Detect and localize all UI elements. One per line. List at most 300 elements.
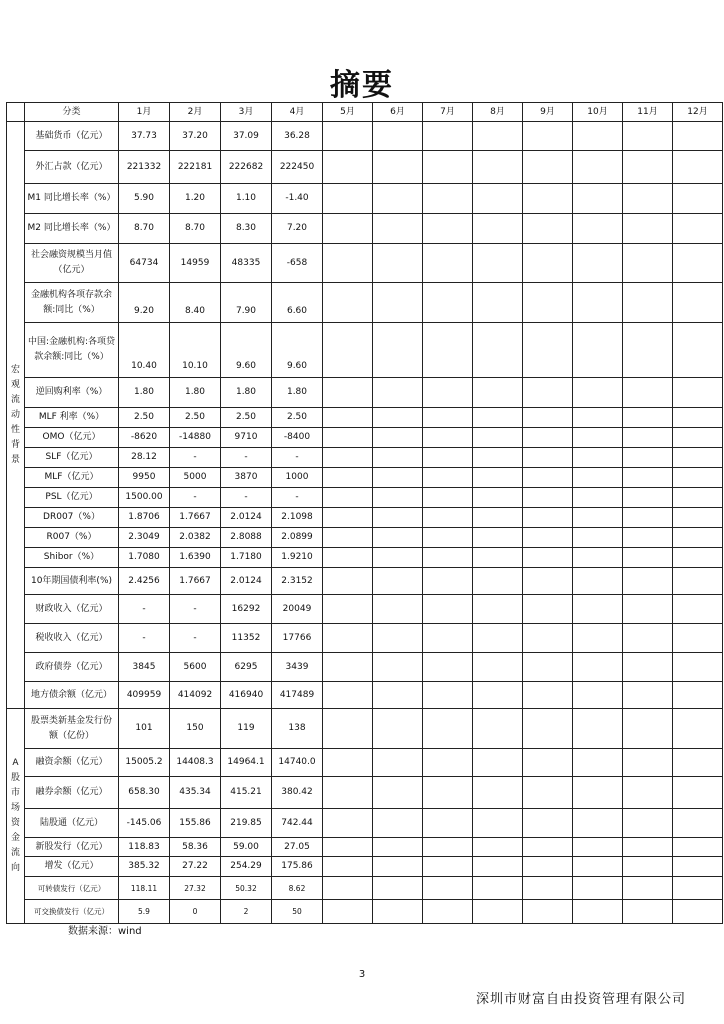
table-cell — [573, 749, 623, 777]
table-cell — [323, 428, 373, 448]
table-cell: 37.73 — [119, 122, 170, 151]
table-cell — [623, 528, 673, 548]
header-month: 6月 — [373, 103, 423, 122]
table-cell — [523, 214, 573, 244]
section-label-char: 股 — [10, 773, 20, 783]
table-row — [7, 244, 723, 283]
table-cell — [673, 488, 723, 508]
table-cell — [623, 749, 673, 777]
table-cell — [323, 624, 373, 653]
table-cell: 1000 — [272, 468, 323, 488]
table-row — [7, 448, 723, 468]
table-cell — [473, 214, 523, 244]
table-cell: -8620 — [119, 428, 170, 448]
table-cell — [623, 468, 673, 488]
table-cell — [523, 548, 573, 568]
table-cell: 175.86 — [272, 857, 323, 877]
section-label-char: 观 — [10, 379, 20, 390]
table-row — [7, 900, 723, 924]
section2-label — [7, 709, 25, 924]
table-row — [7, 428, 723, 448]
header-month: 12月 — [673, 103, 723, 122]
table-cell: 58.36 — [170, 838, 221, 857]
table-cell: 14959 — [170, 244, 221, 283]
table-cell — [373, 877, 423, 900]
table-cell — [573, 122, 623, 151]
table-cell — [623, 448, 673, 468]
table-cell — [373, 595, 423, 624]
section-label-char: 场 — [10, 803, 20, 813]
table-cell — [473, 624, 523, 653]
table-cell — [373, 468, 423, 488]
table-row — [7, 749, 723, 777]
table-cell: 118.11 — [119, 877, 170, 900]
table-cell: 222682 — [221, 151, 272, 184]
table-cell — [523, 122, 573, 151]
table-cell — [373, 151, 423, 184]
table-cell: 1.9210 — [272, 548, 323, 568]
table-cell — [373, 428, 423, 448]
table-cell: 27.22 — [170, 857, 221, 877]
table-cell: - — [119, 595, 170, 624]
table-cell — [423, 857, 473, 877]
header-month: 9月 — [523, 103, 573, 122]
table-cell — [673, 214, 723, 244]
table-row — [7, 408, 723, 428]
table-cell — [373, 378, 423, 408]
table-cell — [673, 749, 723, 777]
table-cell — [673, 508, 723, 528]
row-label: 基础货币（亿元） — [25, 122, 119, 151]
header-month: 5月 — [323, 103, 373, 122]
table-cell — [473, 838, 523, 857]
table-cell — [523, 568, 573, 595]
table-cell — [573, 468, 623, 488]
table-cell — [473, 682, 523, 709]
table-cell: 119 — [221, 709, 272, 749]
table-cell — [373, 653, 423, 682]
table-cell: 101 — [119, 709, 170, 749]
table-cell: 2.4256 — [119, 568, 170, 595]
header-month: 2月 — [170, 103, 221, 122]
table-row — [7, 568, 723, 595]
table-row — [7, 548, 723, 568]
table-cell — [373, 323, 423, 378]
table-cell — [623, 378, 673, 408]
table-cell — [373, 624, 423, 653]
table-cell — [573, 900, 623, 924]
table-cell — [473, 323, 523, 378]
table-cell — [423, 877, 473, 900]
table-cell — [673, 709, 723, 749]
table-cell — [323, 244, 373, 283]
table-row — [7, 653, 723, 682]
data-source-note: 数据来源：wind — [68, 926, 142, 937]
table-cell — [423, 184, 473, 214]
header-month: 7月 — [423, 103, 473, 122]
table-row — [7, 184, 723, 214]
table-cell — [573, 595, 623, 624]
table-cell — [423, 624, 473, 653]
table-cell — [323, 682, 373, 709]
row-label: 融资余额（亿元） — [25, 749, 119, 777]
table-cell: 118.83 — [119, 838, 170, 857]
table-cell — [323, 214, 373, 244]
table-cell — [673, 283, 723, 323]
table-cell — [623, 653, 673, 682]
table-cell — [323, 653, 373, 682]
table-cell — [473, 448, 523, 468]
table-cell — [523, 488, 573, 508]
section-label-char: 流 — [10, 394, 20, 405]
row-label: 政府债券（亿元） — [25, 653, 119, 682]
table-cell — [373, 838, 423, 857]
table-cell — [523, 900, 573, 924]
row-label: 可交换债发行（亿元） — [25, 900, 119, 924]
table-cell: 5000 — [170, 468, 221, 488]
section-label-char: 金 — [10, 833, 20, 843]
table-cell — [323, 151, 373, 184]
table-cell — [423, 777, 473, 809]
row-label: 地方债余额（亿元） — [25, 682, 119, 709]
table-cell: 7.20 — [272, 214, 323, 244]
table-cell — [623, 709, 673, 749]
table-cell — [473, 777, 523, 809]
table-cell: 6295 — [221, 653, 272, 682]
table-cell — [473, 244, 523, 283]
table-cell — [473, 900, 523, 924]
table-cell: -658 — [272, 244, 323, 283]
table-cell: - — [272, 488, 323, 508]
table-cell — [573, 151, 623, 184]
header-month: 8月 — [473, 103, 523, 122]
company-name: 深圳市财富自由投资管理有限公司 — [475, 992, 686, 1007]
table-cell: 150 — [170, 709, 221, 749]
table-cell: 1.7667 — [170, 568, 221, 595]
table-cell — [623, 777, 673, 809]
table-cell — [473, 151, 523, 184]
table-cell: 5600 — [170, 653, 221, 682]
table-cell — [473, 378, 523, 408]
row-label: 税收收入（亿元） — [25, 624, 119, 653]
table-cell: 1.7180 — [221, 548, 272, 568]
table-cell — [573, 653, 623, 682]
table-cell — [623, 428, 673, 448]
table-cell: 16292 — [221, 595, 272, 624]
table-row — [7, 378, 723, 408]
table-cell: 14408.3 — [170, 749, 221, 777]
table-cell: 8.62 — [272, 877, 323, 900]
table-cell: 7.90 — [221, 283, 272, 323]
table-cell — [423, 448, 473, 468]
table-row — [7, 682, 723, 709]
table-cell: 50.32 — [221, 877, 272, 900]
table-cell: 20049 — [272, 595, 323, 624]
table-cell — [423, 595, 473, 624]
table-cell — [573, 184, 623, 214]
table-cell — [673, 877, 723, 900]
table-cell: 14964.1 — [221, 749, 272, 777]
section-label-char: 性 — [10, 424, 20, 435]
table-cell — [523, 448, 573, 468]
table-cell: 1.8706 — [119, 508, 170, 528]
table-cell: 417489 — [272, 682, 323, 709]
table-cell — [323, 378, 373, 408]
table-cell — [623, 624, 673, 653]
table-cell: 435.34 — [170, 777, 221, 809]
table-cell — [573, 428, 623, 448]
table-cell — [373, 448, 423, 468]
table-cell — [673, 408, 723, 428]
table-cell — [623, 508, 673, 528]
header-month: 1月 — [119, 103, 170, 122]
section-label-char: A — [12, 758, 19, 768]
header-month: 4月 — [272, 103, 323, 122]
row-label: 中国:金融机构:各项贷款余额:同比（%） — [25, 323, 119, 378]
table-cell: 9.20 — [119, 283, 170, 323]
header-month: 10月 — [573, 103, 623, 122]
table-cell — [473, 488, 523, 508]
table-cell: 10.10 — [170, 323, 221, 378]
row-label: 股票类新基金发行份额（亿份） — [25, 709, 119, 749]
table-cell — [673, 122, 723, 151]
table-cell: 1.20 — [170, 184, 221, 214]
table-cell — [673, 151, 723, 184]
table-cell: 1.80 — [272, 378, 323, 408]
table-cell: 409959 — [119, 682, 170, 709]
table-cell — [573, 809, 623, 838]
table-cell: 2.50 — [170, 408, 221, 428]
header-month: 3月 — [221, 103, 272, 122]
table-cell — [523, 378, 573, 408]
table-cell: 48335 — [221, 244, 272, 283]
table-cell: 380.42 — [272, 777, 323, 809]
table-cell — [673, 468, 723, 488]
table-cell: -8400 — [272, 428, 323, 448]
table-cell: 59.00 — [221, 838, 272, 857]
table-cell: 2.8088 — [221, 528, 272, 548]
table-cell — [473, 877, 523, 900]
table-cell — [473, 428, 523, 448]
table-cell — [523, 653, 573, 682]
table-cell — [323, 749, 373, 777]
table-cell — [573, 877, 623, 900]
table-cell — [423, 528, 473, 548]
table-cell: - — [221, 488, 272, 508]
table-cell: 219.85 — [221, 809, 272, 838]
table-cell — [473, 749, 523, 777]
row-label: 逆回购利率（%） — [25, 378, 119, 408]
table-cell — [523, 428, 573, 448]
table-cell — [323, 508, 373, 528]
table-cell — [423, 428, 473, 448]
table-cell — [573, 548, 623, 568]
table-cell: 254.29 — [221, 857, 272, 877]
table-cell: 2.3152 — [272, 568, 323, 595]
page-number: 3 — [358, 969, 366, 980]
table-cell: 9710 — [221, 428, 272, 448]
table-cell — [423, 468, 473, 488]
table-cell — [673, 428, 723, 448]
table-cell — [323, 283, 373, 323]
table-cell: 37.09 — [221, 122, 272, 151]
table-cell: 2.0124 — [221, 508, 272, 528]
table-cell: 414092 — [170, 682, 221, 709]
table-cell: 222181 — [170, 151, 221, 184]
row-label: 10年期国债利率(%) — [25, 568, 119, 595]
table-cell — [673, 624, 723, 653]
section-label-char: 背 — [10, 439, 20, 450]
row-label: 财政收入（亿元） — [25, 595, 119, 624]
table-cell — [323, 468, 373, 488]
section-label-char: 向 — [10, 863, 20, 873]
table-cell: 415.21 — [221, 777, 272, 809]
table-cell — [623, 122, 673, 151]
table-cell — [523, 595, 573, 624]
table-cell: 1.7667 — [170, 508, 221, 528]
table-cell — [423, 323, 473, 378]
row-label: 增发（亿元） — [25, 857, 119, 877]
table-cell: 2.0899 — [272, 528, 323, 548]
table-cell — [373, 528, 423, 548]
table-cell — [473, 528, 523, 548]
table-cell: 2.1098 — [272, 508, 323, 528]
table-cell: 221332 — [119, 151, 170, 184]
table-cell — [573, 283, 623, 323]
table-cell: 9.60 — [221, 323, 272, 378]
table-cell — [573, 568, 623, 595]
table-cell — [473, 709, 523, 749]
table-cell: - — [119, 624, 170, 653]
table-cell — [323, 900, 373, 924]
row-label: M2 同比增长率（%） — [25, 214, 119, 244]
table-cell — [323, 548, 373, 568]
table-cell — [373, 122, 423, 151]
table-cell: 14740.0 — [272, 749, 323, 777]
table-row — [7, 528, 723, 548]
table-cell — [623, 809, 673, 838]
row-label: 外汇占款（亿元） — [25, 151, 119, 184]
table-cell — [523, 244, 573, 283]
table-cell: 28.12 — [119, 448, 170, 468]
row-label: 社会融资规模当月值（亿元） — [25, 244, 119, 283]
table-cell — [673, 528, 723, 548]
table-cell — [673, 568, 723, 595]
table-cell — [423, 548, 473, 568]
table-cell: 8.70 — [119, 214, 170, 244]
table-cell — [373, 809, 423, 838]
table-cell — [373, 568, 423, 595]
table-cell — [373, 283, 423, 323]
table-cell — [623, 244, 673, 283]
table-row — [7, 777, 723, 809]
table-cell: 9.60 — [272, 323, 323, 378]
table-cell: 2.50 — [272, 408, 323, 428]
table-cell — [323, 595, 373, 624]
section-label-char: 景 — [10, 454, 20, 465]
table-cell — [573, 448, 623, 468]
section-label-char: 流 — [10, 848, 20, 858]
row-label: 新股发行（亿元） — [25, 838, 119, 857]
table-cell — [623, 595, 673, 624]
table-cell: 138 — [272, 709, 323, 749]
table-cell — [673, 595, 723, 624]
summary-table — [6, 102, 723, 924]
table-cell — [373, 777, 423, 809]
table-cell: 1.80 — [170, 378, 221, 408]
table-cell — [523, 151, 573, 184]
table-row — [7, 508, 723, 528]
table-cell: 10.40 — [119, 323, 170, 378]
table-cell — [673, 809, 723, 838]
table-cell — [673, 323, 723, 378]
table-cell — [423, 244, 473, 283]
table-cell — [673, 448, 723, 468]
table-cell — [523, 857, 573, 877]
table-cell — [423, 749, 473, 777]
table-cell — [623, 857, 673, 877]
section-label-char: 动 — [10, 409, 20, 420]
table-cell: 1500.00 — [119, 488, 170, 508]
table-cell — [673, 857, 723, 877]
table-cell: 3845 — [119, 653, 170, 682]
table-cell — [523, 709, 573, 749]
table-cell — [323, 323, 373, 378]
table-row — [7, 595, 723, 624]
table-cell — [373, 408, 423, 428]
table-cell — [573, 214, 623, 244]
table-cell: 17766 — [272, 624, 323, 653]
table-cell: 2.0124 — [221, 568, 272, 595]
row-label: 陆股通（亿元） — [25, 809, 119, 838]
header-month: 11月 — [623, 103, 673, 122]
table-cell: - — [272, 448, 323, 468]
table-cell — [523, 682, 573, 709]
table-cell — [473, 653, 523, 682]
table-cell — [323, 777, 373, 809]
table-cell: - — [170, 595, 221, 624]
table-cell — [573, 408, 623, 428]
table-cell — [373, 857, 423, 877]
table-cell: 222450 — [272, 151, 323, 184]
table-cell: 11352 — [221, 624, 272, 653]
section-label-char: 宏 — [10, 364, 20, 375]
table-cell — [423, 838, 473, 857]
table-cell — [323, 528, 373, 548]
table-cell — [623, 548, 673, 568]
table-cell — [673, 244, 723, 283]
table-cell: 27.05 — [272, 838, 323, 857]
table-row — [7, 709, 723, 749]
table-cell — [423, 709, 473, 749]
row-label: 可转债发行（亿元） — [25, 877, 119, 900]
table-cell: 1.7080 — [119, 548, 170, 568]
table-cell — [473, 408, 523, 428]
table-cell: 8.40 — [170, 283, 221, 323]
table-cell — [523, 323, 573, 378]
table-cell — [473, 809, 523, 838]
table-cell — [473, 548, 523, 568]
table-cell — [623, 568, 673, 595]
table-row — [7, 214, 723, 244]
table-cell — [523, 408, 573, 428]
table-cell — [373, 214, 423, 244]
table-cell — [423, 900, 473, 924]
table-cell — [473, 122, 523, 151]
table-cell — [523, 468, 573, 488]
table-row — [7, 809, 723, 838]
table-cell: 8.70 — [170, 214, 221, 244]
